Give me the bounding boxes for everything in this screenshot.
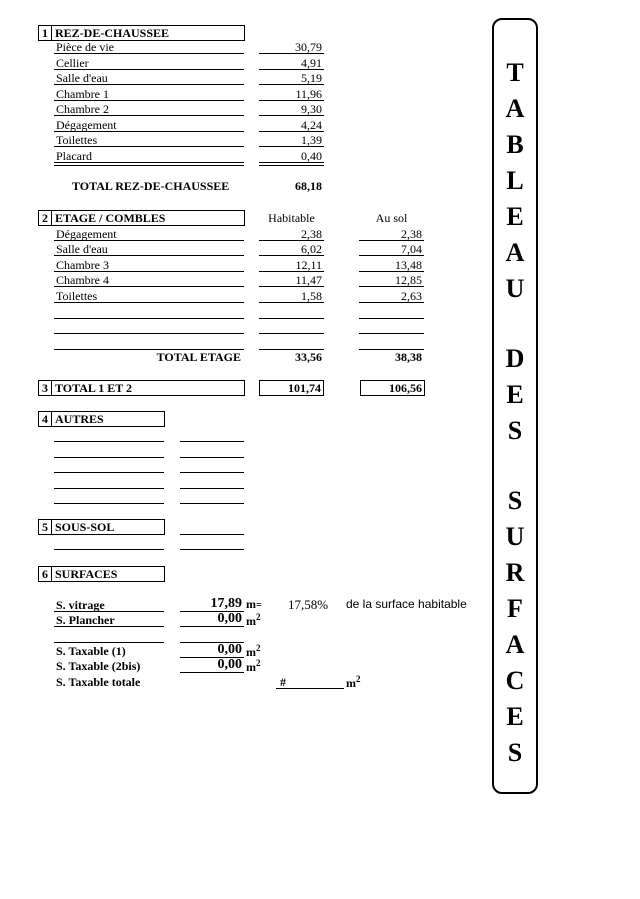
etage-total-sol: 38,38 [395, 350, 422, 364]
etage-row-sol: 7,04 [359, 242, 424, 256]
empty-row-line [259, 318, 324, 319]
empty-row-line [180, 488, 244, 489]
empty-row-line [54, 333, 244, 334]
etage-row-hab: 6,02 [259, 242, 324, 256]
section-number: 4 [39, 412, 52, 426]
rdc-row-label: Pièce de vie [54, 40, 244, 54]
empty-row-line [359, 333, 424, 334]
empty-row-line [259, 333, 324, 334]
empty-row-line [259, 165, 324, 166]
section-number: 1 [39, 26, 52, 40]
col-header-au-sol: Au sol [375, 211, 408, 225]
etage-row-label: Toilettes [54, 289, 244, 303]
unit-m: m [346, 676, 356, 690]
rdc-row-value: 1,39 [259, 133, 324, 147]
etage-row-label: Chambre 3 [54, 258, 244, 272]
etage-row-hab: 1,58 [259, 289, 324, 303]
col-header-habitable: Habitable [268, 211, 315, 225]
section-title: SOUS-SOL [55, 520, 115, 534]
unit-m: m [246, 614, 256, 628]
etage-row-sol: 2,38 [359, 227, 424, 241]
s-plancher-unit [246, 612, 261, 629]
title-letter: B [506, 130, 524, 159]
title-letter: S [507, 486, 523, 515]
empty-row-line [180, 441, 244, 442]
unit-exp: 2 [256, 643, 261, 653]
etage-row-hab: 11,47 [259, 273, 324, 287]
unit-m: m [246, 597, 256, 611]
etage-total-label: TOTAL ETAGE [156, 350, 241, 364]
s-vitrage-label: S. vitrage [54, 598, 164, 612]
etage-row-hab: 2,38 [259, 227, 324, 241]
empty-row-line [180, 534, 244, 535]
empty-row-line [54, 549, 164, 550]
title-letter: A [505, 94, 525, 123]
vertical-title-frame [492, 18, 538, 794]
title-letter: R [505, 558, 525, 587]
empty-row-line [54, 488, 164, 489]
etage-row-sol: 12,85 [359, 273, 424, 287]
section-number: 5 [39, 520, 52, 534]
title-letter: L [506, 166, 524, 195]
section-number: 3 [39, 381, 52, 395]
rdc-row-value: 9,30 [259, 102, 324, 116]
unit-exp: 2 [256, 612, 261, 622]
rdc-row-label: Toilettes [54, 133, 244, 147]
unit-exp: 2 [256, 658, 261, 668]
empty-row-line [180, 503, 244, 504]
s-taxable1-value: 0,00 [180, 642, 244, 658]
section-number: 6 [39, 567, 52, 581]
rdc-row-value: 30,79 [259, 40, 324, 54]
title-letter: U [505, 522, 525, 551]
title-letter: E [506, 380, 524, 409]
title-letter: C [505, 666, 525, 695]
s-taxable-total-value: # [276, 675, 344, 689]
empty-row-line [54, 318, 244, 319]
empty-row-line [54, 457, 164, 458]
empty-row-line [180, 472, 244, 473]
etage-row-hab: 12,11 [259, 258, 324, 272]
etage-row-label: Dégagement [54, 227, 244, 241]
title-letter: T [506, 58, 524, 87]
title-letter: S [507, 416, 523, 445]
empty-row-line [54, 503, 164, 504]
title-letter: D [505, 344, 525, 373]
rdc-total-value: 68,18 [295, 179, 322, 193]
s-taxable-total-label: S. Taxable totale [56, 675, 141, 689]
rdc-row-value: 4,91 [259, 56, 324, 70]
rdc-row-label: Chambre 1 [54, 87, 244, 101]
s-taxable-total-unit [346, 674, 361, 691]
empty-row-line [180, 457, 244, 458]
rdc-row-label: Placard [54, 149, 244, 163]
s-taxable2-label: S. Taxable (2bis) [56, 659, 141, 673]
rdc-row-value: 4,24 [259, 118, 324, 132]
section-5-header [38, 519, 165, 535]
s-plancher-value: 0,00 [180, 611, 244, 627]
rdc-row-value: 11,96 [259, 87, 324, 101]
s-vitrage-percent: 17,58% [288, 597, 329, 612]
section-2-header [38, 210, 245, 226]
section-title: SURFACES [55, 567, 118, 581]
section-title: REZ-DE-CHAUSSEE [55, 26, 170, 40]
total-1-2-sol: 106,56 [360, 380, 425, 396]
section-title: TOTAL 1 ET 2 [55, 381, 133, 395]
empty-row-line [54, 472, 164, 473]
s-vitrage-unit [246, 597, 262, 612]
s-vitrage-note: de la surface habitable [346, 597, 467, 611]
total-1-2-hab: 101,74 [259, 380, 324, 396]
empty-row-line [180, 549, 244, 550]
section-3-header [38, 380, 245, 396]
unit-eq: = [256, 600, 262, 611]
rdc-row-label: Chambre 2 [54, 102, 244, 116]
etage-row-sol: 2,63 [359, 289, 424, 303]
section-title: AUTRES [55, 412, 104, 426]
unit-m: m [246, 645, 256, 659]
etage-row-sol: 13,48 [359, 258, 424, 272]
s-taxable1-label: S. Taxable (1) [56, 644, 126, 658]
title-letter: A [505, 238, 525, 267]
title-letter: U [505, 274, 525, 303]
rdc-row-label: Salle d'eau [54, 71, 244, 85]
empty-row-line [54, 441, 164, 442]
title-letter: F [507, 594, 523, 623]
empty-row-line [359, 318, 424, 319]
empty-row-line [54, 642, 164, 643]
section-number: 2 [39, 211, 52, 225]
title-letter: S [507, 738, 523, 767]
s-vitrage-value: 17,89 [180, 596, 244, 612]
etage-row-label: Salle d'eau [54, 242, 244, 256]
s-plancher-label: S. Plancher [54, 613, 164, 627]
title-letter: E [506, 202, 524, 231]
s-taxable2-unit [246, 658, 261, 675]
etage-row-label: Chambre 4 [54, 273, 244, 287]
rdc-row-value: 5,19 [259, 71, 324, 85]
section-6-header [38, 566, 165, 582]
rdc-row-label: Cellier [54, 56, 244, 70]
s-taxable2-value: 0,00 [180, 657, 244, 673]
title-letter: E [506, 702, 524, 731]
section-title: ETAGE / COMBLES [55, 211, 166, 225]
unit-m: m [246, 660, 256, 674]
empty-row-line [54, 165, 244, 166]
rdc-row-label: Dégagement [54, 118, 244, 132]
rdc-row-value: 0,40 [259, 149, 324, 163]
etage-total-hab: 33,56 [295, 350, 322, 364]
rdc-total-label: TOTAL REZ-DE-CHAUSSEE [72, 179, 230, 193]
title-letter: A [505, 630, 525, 659]
section-1-header [38, 25, 245, 41]
section-4-header [38, 411, 165, 427]
unit-exp: 2 [356, 674, 361, 684]
